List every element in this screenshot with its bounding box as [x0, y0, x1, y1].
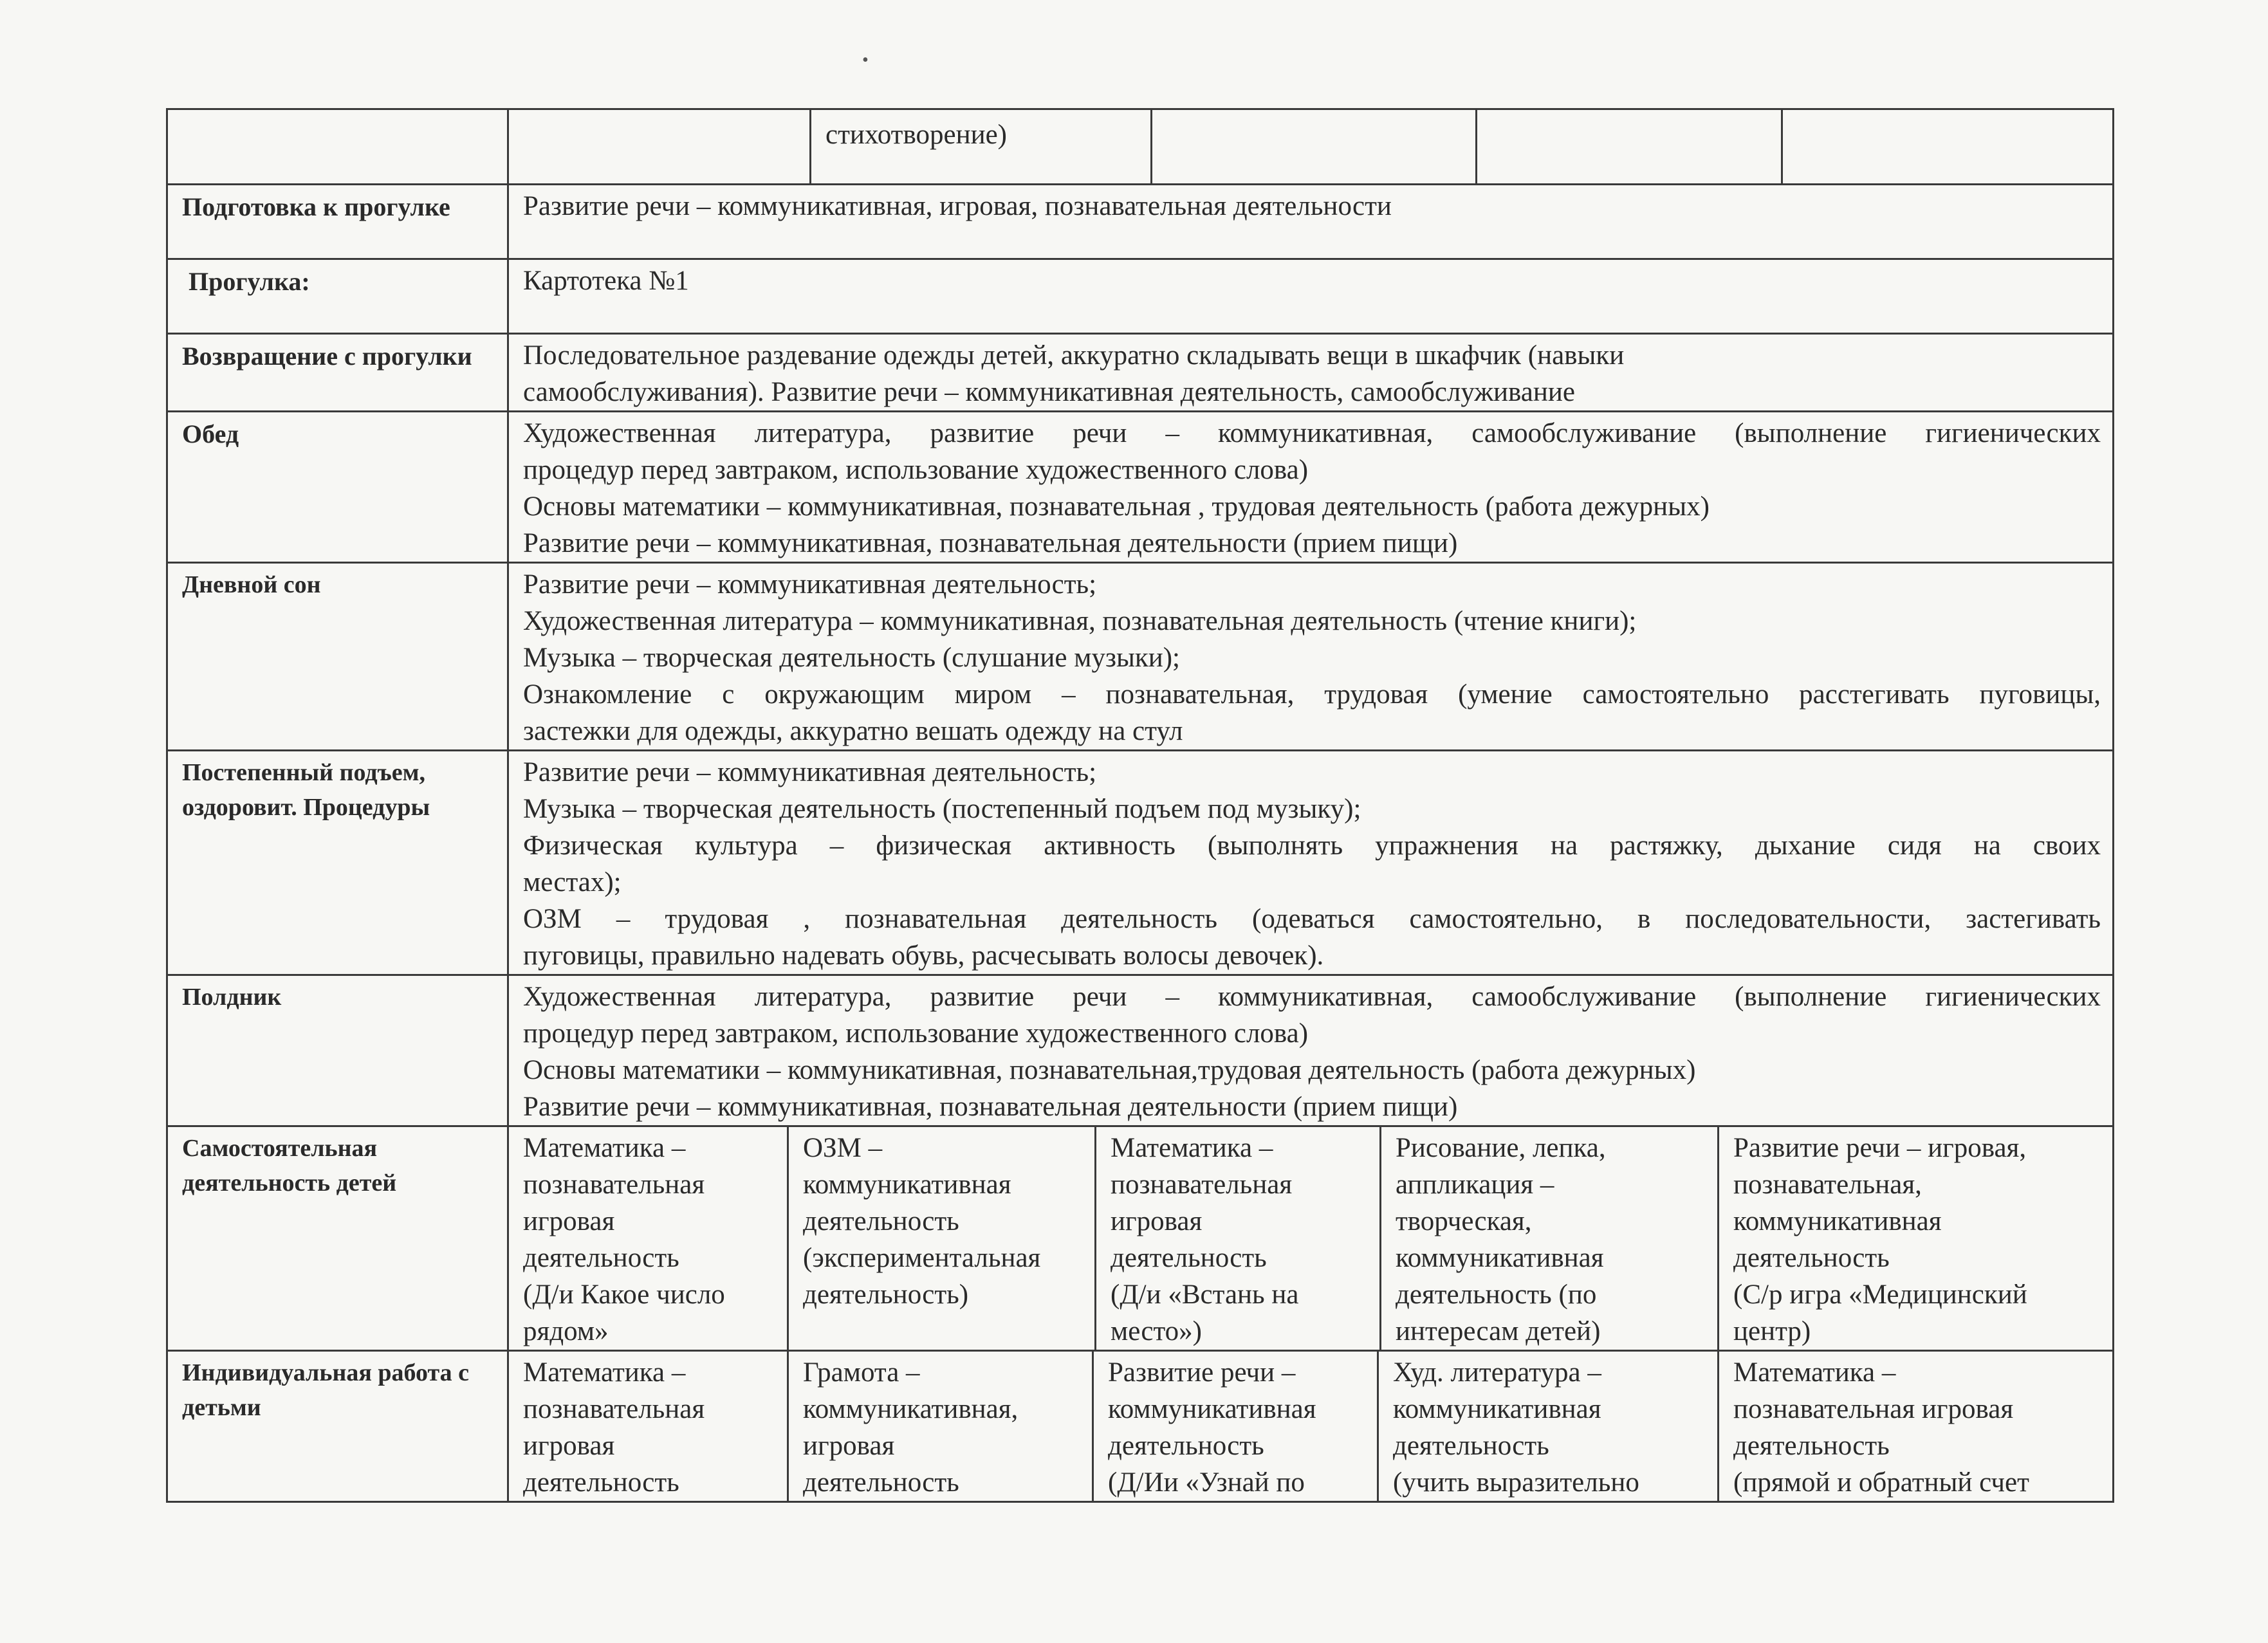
individual-cell: [508, 1351, 788, 1502]
row-content: [508, 334, 2114, 412]
content-line: Развитие речи – коммуникативная деятельность;: [523, 757, 1097, 787]
content-line: Ознакомление с окружающим миром – познавательная, трудовая (умение самостоятельно расстегивать пуговицы,: [523, 679, 2101, 710]
cell-line: аппликация –: [1396, 1170, 1554, 1200]
cell-line: игровая: [523, 1431, 615, 1461]
cell: [1782, 109, 2114, 185]
cell-line: познавательная: [523, 1394, 705, 1424]
row-label: Обед: [167, 412, 508, 563]
cell: [508, 109, 811, 185]
cell-line: коммуникативная,: [803, 1394, 1019, 1424]
cell-line: коммуникативная: [1393, 1394, 1601, 1424]
cell-line: деятельность: [803, 1206, 959, 1236]
individual-cell: [1378, 1351, 1719, 1502]
continuation-table: [166, 108, 2114, 185]
cell-line: (Д/Ии «Узнай по: [1108, 1467, 1305, 1498]
content-line: ОЗМ – трудовая , познавательная деятельность (одеваться самостоятельно, в последовательности, застегивать: [523, 904, 2101, 934]
cell-line: деятельность: [803, 1467, 959, 1498]
schedule-sheet: [166, 108, 2112, 1503]
content-line: Развитие речи – коммуникативная, познавательная деятельности (прием пищи): [523, 1092, 1458, 1122]
row-content: Картотека №1: [508, 259, 2114, 334]
table-row: [167, 412, 2114, 563]
cell-line: деятельность: [1108, 1431, 1264, 1461]
content-line: процедур перед завтраком, использование художественного слова): [523, 455, 1309, 485]
cell-line: коммуникативная: [1396, 1243, 1604, 1273]
cell-line: Развитие речи –: [1108, 1357, 1296, 1388]
cell-line: (экспериментальная: [803, 1243, 1041, 1273]
activity-cell: [1096, 1126, 1381, 1351]
row-content: [508, 751, 2114, 975]
cell-line: ОЗМ –: [803, 1133, 883, 1163]
cell-line: (Д/и «Встань на: [1111, 1280, 1299, 1310]
row-label: Возвращение с прогулки: [167, 334, 508, 412]
cell-line: познавательная игровая: [1733, 1394, 2014, 1424]
cell-line: деятельность: [1733, 1431, 1890, 1461]
table-row: [167, 1126, 2114, 1351]
cell-line: деятельность: [1111, 1243, 1267, 1273]
individual-cell: [788, 1351, 1093, 1502]
cell-line: деятельность: [523, 1243, 679, 1273]
content-line: Музыка – творческая деятельность (постепенный подъем под музыку);: [523, 794, 1361, 824]
table-row: [167, 563, 2114, 751]
cell-line: центр): [1733, 1316, 1811, 1346]
cell: стихотворение): [811, 109, 1152, 185]
cell-line: интересам детей): [1396, 1316, 1601, 1346]
table-row: [167, 334, 2114, 412]
content-line: Основы математики – коммуникативная, познавательная,трудовая деятельность (работа дежурных): [523, 1055, 1696, 1085]
individual-cell: [1719, 1351, 2114, 1502]
scan-speck: •: [862, 50, 869, 70]
cell-line: деятельность (по: [1396, 1280, 1597, 1310]
activity-cell: [788, 1126, 1096, 1351]
activity-cell: [508, 1126, 788, 1351]
table-row: [167, 751, 2114, 975]
routine-table: [166, 183, 2114, 1127]
activity-cell: [1719, 1126, 2114, 1351]
cell-line: Худ. литература –: [1393, 1357, 1601, 1388]
cell-line: деятельность: [523, 1467, 679, 1498]
cell-line: (учить выразительно: [1393, 1467, 1639, 1498]
cell-line: место»): [1111, 1316, 1202, 1346]
content-line: Художественная литература – коммуникативная, познавательная деятельность (чтение книги);: [523, 606, 1637, 636]
content-line: Музыка – творческая деятельность (слушание музыки);: [523, 643, 1180, 673]
cell-line: познавательная: [1111, 1170, 1293, 1200]
cell: [1477, 109, 1782, 185]
cell-line: (Д/и Какое число: [523, 1280, 725, 1310]
cell-line: творческая,: [1396, 1206, 1532, 1236]
cell-line: деятельность: [1393, 1431, 1549, 1461]
table-row: [167, 1351, 2114, 1502]
row-content: [508, 412, 2114, 563]
cell-line: игровая: [523, 1206, 615, 1236]
row-label: Прогулка:: [167, 259, 508, 334]
cell-line: Математика –: [1733, 1357, 1896, 1388]
cell-line: деятельность: [1733, 1243, 1890, 1273]
individual-cell: [1093, 1351, 1378, 1502]
content-line: Физическая культура – физическая активность (выполнять упражнения на растяжку, дыхание сидя на своих: [523, 831, 2101, 861]
cell-line: (С/р игра «Медицинский: [1733, 1280, 2027, 1310]
table-row: [167, 109, 2114, 185]
table-row: [167, 975, 2114, 1126]
row-content: Развитие речи – коммуникативная, игровая, познавательная деятельности: [508, 185, 2114, 259]
content-line: пуговицы, правильно надевать обувь, расчесывать волосы девочек).: [523, 941, 1324, 971]
row-label: Постепенный подъем, оздоровит. Процедуры: [167, 751, 508, 975]
cell-line: коммуникативная: [1733, 1206, 1942, 1236]
cell-line: коммуникативная: [803, 1170, 1011, 1200]
row-label: [167, 109, 508, 185]
row-label: Полдник: [167, 975, 508, 1126]
row-label: Дневной сон: [167, 563, 508, 751]
activity-table: [166, 1125, 2114, 1352]
content-line: Художественная литература, развитие речи – коммуникативная, самообслуживание (выполнение гигиенических: [523, 982, 2101, 1012]
cell-line: (прямой и обратный счет: [1733, 1467, 2029, 1498]
cell-line: познавательная: [523, 1170, 705, 1200]
content-line: Развитие речи – коммуникативная деятельность;: [523, 569, 1097, 600]
content-line: застежки для одежды, аккуратно вешать одежду на стул: [523, 716, 1183, 746]
cell-line: деятельность): [803, 1280, 969, 1310]
content-line: Художественная литература, развитие речи – коммуникативная, самообслуживание (выполнение гигиенических: [523, 418, 2101, 448]
cell-line: коммуникативная: [1108, 1394, 1316, 1424]
cell-line: Математика –: [1111, 1133, 1273, 1163]
row-label: Индивидуальная работа с детьми: [167, 1351, 508, 1502]
cell-line: Грамота –: [803, 1357, 920, 1388]
row-label: Подготовка к прогулке: [167, 185, 508, 259]
table-row: [167, 185, 2114, 259]
cell-line: Математика –: [523, 1133, 686, 1163]
row-content: [508, 563, 2114, 751]
content-line: Последовательное раздевание одежды детей, аккуратно складывать вещи в шкафчик (навыки: [523, 340, 1625, 371]
row-content: [508, 975, 2114, 1126]
content-line: процедур перед завтраком, использование художественного слова): [523, 1018, 1309, 1049]
content-line: самообслуживания). Развитие речи – коммуникативная деятельность, самообслуживание: [523, 377, 1575, 407]
cell-line: рядом»: [523, 1316, 609, 1346]
content-line: Развитие речи – коммуникативная, познавательная деятельности (прием пищи): [523, 528, 1458, 558]
cell-line: познавательная,: [1733, 1170, 1922, 1200]
content-line: Основы математики – коммуникативная, познавательная , трудовая деятельность (работа дежурных): [523, 491, 1710, 522]
cell-line: Развитие речи – игровая,: [1733, 1133, 2027, 1163]
cell-line: Рисование, лепка,: [1396, 1133, 1606, 1163]
cell: [1152, 109, 1477, 185]
content-line: местах);: [523, 867, 622, 897]
cell-line: Математика –: [523, 1357, 686, 1388]
row-label: Самостоятельная деятельность детей: [167, 1126, 508, 1351]
activity-cell: [1381, 1126, 1719, 1351]
table-row: [167, 259, 2114, 334]
cell-line: игровая: [1111, 1206, 1203, 1236]
cell-line: игровая: [803, 1431, 895, 1461]
individual-work-table: [166, 1350, 2114, 1503]
